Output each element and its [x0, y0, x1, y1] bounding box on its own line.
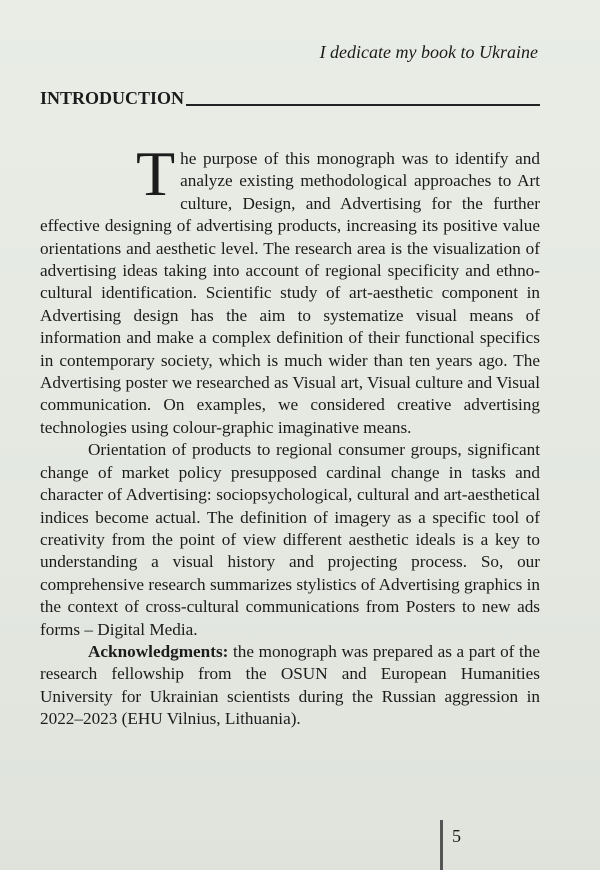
paragraph-acknowledgments [40, 641, 540, 731]
paragraph-2: Orientation of products to regional consumer groups, significant change of market policy presupposed cardinal change in tasks and character of Advertising: sociopsychological, cultural and art-aesthetical indices become actual. The definition of imagery as a specific tool of creativity from the point of view different aesthetic ideals is a key to understanding a visual history and projecting process. So, our comprehensive research summarizes stylistics of Advertising graphics in the context of cross-cultural communications from Posters to new ads forms – Digital Media. [40, 440, 540, 639]
drop-cap: T [136, 138, 176, 209]
section-heading [40, 86, 540, 110]
dedication: I dedicate my book to Ukraine [319, 42, 538, 62]
heading-underline [186, 103, 540, 106]
heading-text: INTRODUCTION [40, 88, 185, 108]
paragraph-1-text: he purpose of this monograph was to identify and analyze existing methodological approaches to Art culture, Design, and Advertising for the further effective designing of advertising products, increasing its positive value orientations and aesthetic level. The research area is the visualization of advertising ideas taking into account of regional specificity and ethno-cultural identification. Scientific study of art-aesthetic component in Advertising design has the aim to systematize visual means of information and make a complex definition of their functional specifics in contemporary society, which is much wider than ten years ago. The Advertising poster we researched as Visual art, Visual culture and Visual communication. On examples, we considered creative advertising technologies using colour-graphic imaginative means. [40, 149, 540, 437]
paragraph-1 [40, 138, 540, 439]
page-number-bar [440, 820, 443, 870]
page-number: 5 [452, 826, 461, 846]
acknowledgments-text: the monograph was prepared as a part of the research fellowship from the OSUN and European Humanities University for Ukrainian scientists during the Russian aggression in 2022–2023 (EHU Vilnius, Lithuania). [40, 641, 540, 729]
body-text [40, 138, 540, 731]
acknowledgments-label: Acknowledgments: [88, 641, 229, 661]
